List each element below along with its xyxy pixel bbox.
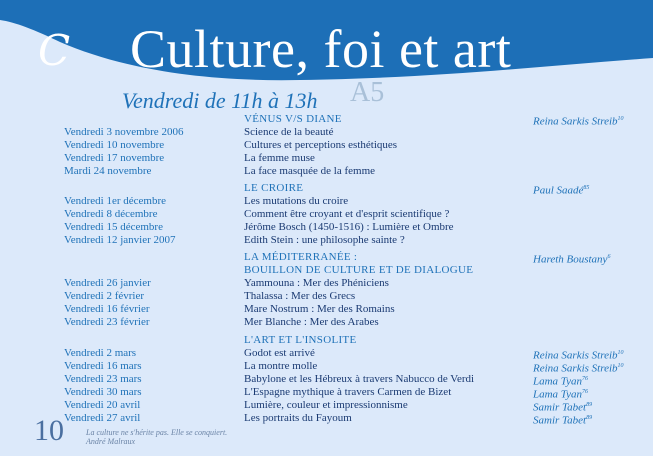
event-topic: L'Espagne mythique à travers Carmen de Bizet	[244, 386, 452, 398]
logo-c: C	[38, 26, 71, 75]
speaker-name: Reina Sarkis Streib$^{10}$	[533, 362, 624, 375]
event-topic: Edith Stein : une philosophe sainte ?	[244, 234, 405, 246]
event-topic: Les portraits du Fayoum	[244, 412, 352, 424]
schedule-row	[0, 290, 653, 303]
footer-quote	[86, 428, 227, 446]
schedule-row	[0, 208, 653, 221]
page-number: 10	[34, 414, 64, 447]
schedule-row	[0, 139, 653, 152]
event-topic: Les mutations du croire	[244, 195, 349, 207]
section-header	[0, 113, 653, 126]
section-header	[0, 182, 653, 195]
event-topic: Mer Blanche : Mer des Arabes	[244, 316, 379, 328]
event-date: Vendredi 8 décembre	[64, 208, 158, 220]
speaker-name: Samir Tabet$^{89}$	[533, 414, 593, 427]
format-label: A5	[350, 77, 385, 108]
event-date: Vendredi 2 février	[64, 290, 145, 302]
section-subtitle: BOUILLON DE CULTURE ET DE DIALOGUE	[244, 264, 474, 276]
page-title: Culture, foi et art	[130, 19, 512, 79]
speaker-name: Reina Sarkis Streib$^{10}$	[533, 115, 624, 128]
speaker-name: Hareth Boustany$^6$	[533, 253, 611, 266]
speaker-name: Samir Tabet$^{89}$	[533, 401, 593, 414]
event-date: Vendredi 10 novembre	[64, 139, 165, 151]
section-header	[0, 334, 653, 347]
schedule-row	[0, 412, 653, 425]
event-topic: Cultures et perceptions esthétiques	[244, 139, 398, 151]
section-title: LE CROIRE	[244, 182, 304, 194]
event-date: Vendredi 26 janvier	[64, 277, 151, 289]
event-date: Vendredi 2 mars	[64, 347, 137, 359]
schedule-row	[0, 373, 653, 386]
schedule-row	[0, 399, 653, 412]
schedule-row	[0, 360, 653, 373]
event-date: Vendredi 23 mars	[64, 373, 142, 385]
event-topic: Thalassa : Mer des Grecs	[244, 290, 356, 302]
event-date: Mardi 24 novembre	[64, 165, 152, 177]
event-topic: La femme muse	[244, 152, 315, 164]
speaker-name: Paul Saadé$^{85}$	[533, 184, 590, 197]
event-topic: Babylone et les Hébreux à travers Nabucco de Verdi	[244, 373, 475, 385]
event-topic: Science de la beauté	[244, 126, 334, 138]
event-date: Vendredi 20 avril	[64, 399, 141, 411]
section-title: L'ART ET L'INSOLITE	[244, 334, 357, 346]
event-topic: Lumière, couleur et impressionnisme	[244, 399, 408, 411]
event-topic: Jérôme Bosch (1450-1516) : Lumière et Ombre	[244, 221, 454, 233]
section-title: VÉNUS V/S DIANE	[244, 113, 342, 125]
schedule-row	[0, 195, 653, 208]
quote-author: André Malraux	[86, 437, 136, 446]
event-date: Vendredi 15 décembre	[64, 221, 163, 233]
schedule-row	[0, 277, 653, 290]
speaker-name: Lama Tyan$^{76}$	[533, 388, 588, 401]
schedule-row	[0, 165, 653, 178]
event-date: Vendredi 27 avril	[64, 412, 141, 424]
schedule-row	[0, 347, 653, 360]
event-date: Vendredi 1er décembre	[64, 195, 167, 207]
schedule-row	[0, 386, 653, 399]
event-date: Vendredi 17 novembre	[64, 152, 165, 164]
section-header-line2	[0, 264, 653, 277]
schedule-row	[0, 303, 653, 316]
event-topic: La face masquée de la femme	[244, 165, 376, 177]
event-topic: La montre molle	[244, 360, 318, 372]
event-topic: Mare Nostrum : Mer des Romains	[244, 303, 395, 315]
speaker-name: Lama Tyan$^{76}$	[533, 375, 588, 388]
event-topic: Comment être croyant et d'esprit scientifique ?	[244, 208, 450, 220]
schedule-row	[0, 126, 653, 139]
section-title: LA MÉDITERRANÉE :	[244, 251, 358, 263]
schedule-row	[0, 316, 653, 329]
speaker-name: Reina Sarkis Streib$^{10}$	[533, 349, 624, 362]
schedule-row	[0, 221, 653, 234]
event-topic: Yammouna : Mer des Phéniciens	[244, 277, 389, 289]
page-subtitle: Vendredi de 11h à 13h	[122, 88, 318, 113]
event-date: Vendredi 16 mars	[64, 360, 142, 372]
event-date: Vendredi 12 janvier 2007	[64, 234, 176, 246]
quote-text: La culture ne s'hérite pas. Elle se conquiert.	[86, 428, 228, 437]
event-date: Vendredi 16 février	[64, 303, 150, 315]
schedule-row	[0, 152, 653, 165]
schedule-row	[0, 234, 653, 247]
event-date: Vendredi 30 mars	[64, 386, 142, 398]
event-topic: Godot est arrivé	[244, 347, 315, 359]
event-date: Vendredi 23 février	[64, 316, 150, 328]
event-date: Vendredi 3 novembre 2006	[64, 126, 184, 138]
section-header	[0, 251, 653, 264]
